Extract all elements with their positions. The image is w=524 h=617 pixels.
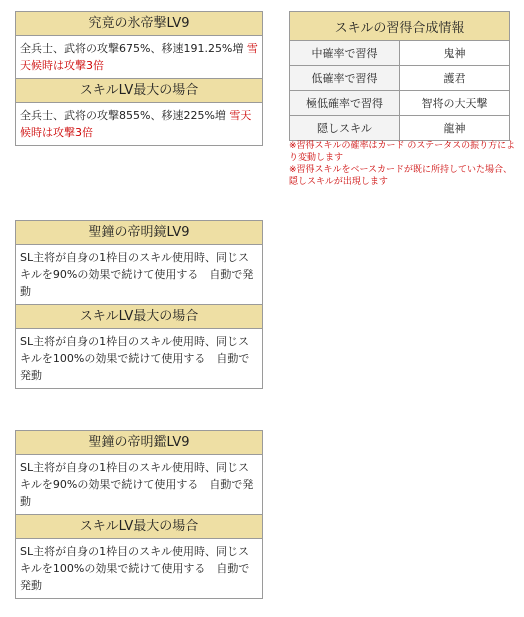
row-value: 龍神 — [400, 116, 510, 141]
skill-max-title: スキルLV最大の場合 — [16, 514, 262, 539]
skill-title: 聖鐘の帝明鏡LV9 — [16, 221, 262, 245]
note-text: ※習得スキルをベースカードが既に所持していた場合、隠しスキルが出現します — [289, 165, 513, 187]
skill-acquisition-table — [289, 11, 510, 141]
row-label: 低確率で習得 — [290, 66, 400, 91]
skill-description: SL主将が自身の1枠目のスキル使用時、同じスキルを90%の効果で続けて使用する 自動で発動 — [20, 251, 254, 298]
skill-box-2 — [15, 220, 263, 389]
weather-bonus-text: 雪天候時は攻撃3倍 — [20, 42, 258, 72]
skill-max-description — [16, 103, 262, 145]
skill-max-title: スキルLV最大の場合 — [16, 78, 262, 103]
note-text: ※習得スキルの確率はカード のステータスの振り方により変動します — [289, 141, 516, 163]
skill-title: 究竟の氷帝撃LV9 — [16, 12, 262, 36]
skill-max-effect-text: 全兵士、武将の攻撃855%、移速225%増 — [20, 109, 226, 122]
table-row — [290, 66, 510, 91]
skill-title: 聖鐘の帝明鑑LV9 — [16, 431, 262, 455]
row-label: 隠しスキル — [290, 116, 400, 141]
row-label: 中確率で習得 — [290, 41, 400, 66]
skill-max-title: スキルLV最大の場合 — [16, 304, 262, 329]
skill-max-description: SL主将が自身の1枠目のスキル使用時、同じスキルを100%の効果で続けて使用する 自動で発動 — [20, 545, 250, 592]
skill-description — [16, 36, 262, 78]
skill-box-1 — [15, 11, 263, 146]
skill-box-3 — [15, 430, 263, 599]
weather-bonus-text: 雪天候時は攻撃3倍 — [20, 109, 252, 139]
row-value: 鬼神 — [400, 41, 510, 66]
notes — [289, 140, 517, 188]
table-row — [290, 91, 510, 116]
row-value: 護君 — [400, 66, 510, 91]
skill-max-description: SL主将が自身の1枠目のスキル使用時、同じスキルを100%の効果で続けて使用する 自動で発動 — [20, 335, 250, 382]
row-label: 極低確率で習得 — [290, 91, 400, 116]
row-value: 智将の大天撃 — [400, 91, 510, 116]
skill-description: SL主将が自身の1枠目のスキル使用時、同じスキルを90%の効果で続けて使用する 自動で発動 — [20, 461, 254, 508]
table-row — [290, 41, 510, 66]
skill-effect-text: 全兵士、武将の攻撃675%、移速191.25%増 — [20, 42, 244, 55]
table-title: スキルの習得合成情報 — [290, 12, 510, 41]
table-row — [290, 116, 510, 141]
